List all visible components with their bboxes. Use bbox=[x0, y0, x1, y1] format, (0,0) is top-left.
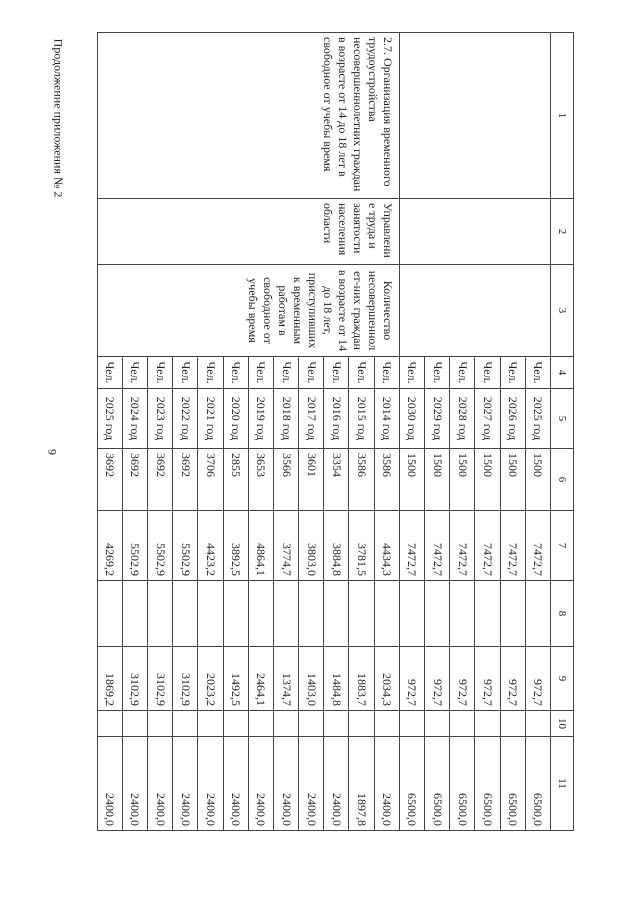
year-cell: 2014 год bbox=[374, 389, 399, 449]
local-funding-cell bbox=[399, 711, 424, 737]
total-funding-cell: 7472,7 bbox=[525, 511, 550, 581]
year-cell: 2030 год bbox=[399, 389, 424, 449]
total-funding-cell: 7472,7 bbox=[475, 511, 500, 581]
federal-funding-cell bbox=[525, 581, 550, 647]
empty-cell bbox=[399, 265, 550, 357]
other-funding-cell: 2400,0 bbox=[299, 737, 324, 831]
total-funding-cell: 3884,8 bbox=[324, 511, 349, 581]
federal-funding-cell bbox=[148, 581, 173, 647]
empty-cell bbox=[399, 199, 550, 265]
column-number-header: 3 bbox=[551, 265, 574, 357]
total-funding-cell: 3892,5 bbox=[223, 511, 248, 581]
local-funding-cell bbox=[122, 711, 147, 737]
target-value-cell: 3354 bbox=[324, 449, 349, 511]
federal-funding-cell bbox=[299, 581, 324, 647]
regional-funding-cell: 972,7 bbox=[399, 647, 424, 711]
other-funding-cell: 2400,0 bbox=[273, 737, 298, 831]
federal-funding-cell bbox=[173, 581, 198, 647]
unit-cell: Чел. bbox=[374, 357, 399, 389]
other-funding-cell: 2400,0 bbox=[122, 737, 147, 831]
federal-funding-cell bbox=[324, 581, 349, 647]
year-cell: 2015 год bbox=[349, 389, 374, 449]
regional-funding-cell: 1403,0 bbox=[299, 647, 324, 711]
unit-cell: Чел. bbox=[399, 357, 424, 389]
total-funding-cell: 4423,2 bbox=[198, 511, 223, 581]
table-row bbox=[374, 33, 399, 831]
total-funding-cell: 4269,2 bbox=[97, 511, 122, 581]
other-funding-cell: 6500,0 bbox=[525, 737, 550, 831]
unit-cell: Чел. bbox=[273, 357, 298, 389]
regional-funding-cell: 972,7 bbox=[475, 647, 500, 711]
target-value-cell: 3692 bbox=[122, 449, 147, 511]
target-value-cell: 3566 bbox=[273, 449, 298, 511]
total-funding-cell: 3781,5 bbox=[349, 511, 374, 581]
other-funding-cell: 6500,0 bbox=[399, 737, 424, 831]
unit-cell: Чел. bbox=[198, 357, 223, 389]
column-number-header: 5 bbox=[551, 389, 574, 449]
federal-funding-cell bbox=[500, 581, 525, 647]
total-funding-cell: 7472,7 bbox=[399, 511, 424, 581]
column-number-header: 4 bbox=[551, 357, 574, 389]
unit-cell: Чел. bbox=[324, 357, 349, 389]
federal-funding-cell bbox=[399, 581, 424, 647]
local-funding-cell bbox=[525, 711, 550, 737]
target-value-cell: 3586 bbox=[374, 449, 399, 511]
target-value-cell: 3586 bbox=[349, 449, 374, 511]
local-funding-cell bbox=[500, 711, 525, 737]
empty-cell bbox=[399, 33, 550, 199]
target-value-cell: 3706 bbox=[198, 449, 223, 511]
target-value-cell: 1500 bbox=[525, 449, 550, 511]
year-cell: 2028 год bbox=[450, 389, 475, 449]
federal-funding-cell bbox=[349, 581, 374, 647]
federal-funding-cell bbox=[475, 581, 500, 647]
local-funding-cell bbox=[248, 711, 273, 737]
local-funding-cell bbox=[148, 711, 173, 737]
regional-funding-cell: 2023,2 bbox=[198, 647, 223, 711]
other-funding-cell: 2400,0 bbox=[223, 737, 248, 831]
federal-funding-cell bbox=[223, 581, 248, 647]
other-funding-cell: 2400,0 bbox=[173, 737, 198, 831]
target-value-cell: 3653 bbox=[248, 449, 273, 511]
unit-cell: Чел. bbox=[248, 357, 273, 389]
year-cell: 2020 год bbox=[223, 389, 248, 449]
regional-funding-cell: 3102,9 bbox=[122, 647, 147, 711]
unit-cell: Чел. bbox=[425, 357, 450, 389]
total-funding-cell: 4434,3 bbox=[374, 511, 399, 581]
year-cell: 2029 год bbox=[425, 389, 450, 449]
year-cell: 2024 год bbox=[122, 389, 147, 449]
local-funding-cell bbox=[299, 711, 324, 737]
regional-funding-cell: 1374,7 bbox=[273, 647, 298, 711]
unit-cell: Чел. bbox=[500, 357, 525, 389]
local-funding-cell bbox=[97, 711, 122, 737]
indicator-cell: Количество несовершеннолет-них граждан в возрасте от 14 до 18 лет, приступивших к временным работам в свободное от учебы время bbox=[97, 265, 399, 357]
target-value-cell: 3692 bbox=[148, 449, 173, 511]
regional-funding-cell: 1484,8 bbox=[324, 647, 349, 711]
local-funding-cell bbox=[324, 711, 349, 737]
column-number-header: 10 bbox=[551, 711, 574, 737]
target-value-cell: 1500 bbox=[450, 449, 475, 511]
regional-funding-cell: 972,7 bbox=[525, 647, 550, 711]
year-cell: 2022 год bbox=[173, 389, 198, 449]
program-measures-table bbox=[97, 32, 574, 831]
year-cell: 2018 год bbox=[273, 389, 298, 449]
other-funding-cell: 2400,0 bbox=[148, 737, 173, 831]
local-funding-cell bbox=[450, 711, 475, 737]
local-funding-cell bbox=[273, 711, 298, 737]
unit-cell: Чел. bbox=[475, 357, 500, 389]
column-number-header: 7 bbox=[551, 511, 574, 581]
target-value-cell: 3692 bbox=[173, 449, 198, 511]
column-number-row bbox=[551, 33, 574, 831]
other-funding-cell: 6500,0 bbox=[425, 737, 450, 831]
year-cell: 2023 год bbox=[148, 389, 173, 449]
total-funding-cell: 5502,9 bbox=[122, 511, 147, 581]
column-number-header: 6 bbox=[551, 449, 574, 511]
other-funding-cell: 1897,8 bbox=[349, 737, 374, 831]
executor-cell: Управление труда и занятости населения области bbox=[97, 199, 399, 265]
federal-funding-cell bbox=[450, 581, 475, 647]
federal-funding-cell bbox=[425, 581, 450, 647]
federal-funding-cell bbox=[97, 581, 122, 647]
unit-cell: Чел. bbox=[173, 357, 198, 389]
local-funding-cell bbox=[374, 711, 399, 737]
other-funding-cell: 2400,0 bbox=[198, 737, 223, 831]
total-funding-cell: 4864,1 bbox=[248, 511, 273, 581]
other-funding-cell: 2400,0 bbox=[248, 737, 273, 831]
year-cell: 2025 год bbox=[525, 389, 550, 449]
unit-cell: Чел. bbox=[122, 357, 147, 389]
regional-funding-cell: 3102,9 bbox=[148, 647, 173, 711]
regional-funding-cell: 1492,5 bbox=[223, 647, 248, 711]
unit-cell: Чел. bbox=[450, 357, 475, 389]
column-number-header: 9 bbox=[551, 647, 574, 711]
measure-name-cell: 2.7. Организация временного трудоустройства несовершеннолетних граждан в возрасте от 14 до 18 лет в свободное от учебы время bbox=[97, 33, 399, 199]
local-funding-cell bbox=[173, 711, 198, 737]
column-number-header: 1 bbox=[551, 33, 574, 199]
target-value-cell: 1500 bbox=[475, 449, 500, 511]
local-funding-cell bbox=[349, 711, 374, 737]
unit-cell: Чел. bbox=[148, 357, 173, 389]
local-funding-cell bbox=[198, 711, 223, 737]
regional-funding-cell: 2464,1 bbox=[248, 647, 273, 711]
federal-funding-cell bbox=[122, 581, 147, 647]
total-funding-cell: 3803,0 bbox=[299, 511, 324, 581]
other-funding-cell: 6500,0 bbox=[500, 737, 525, 831]
regional-funding-cell: 1869,2 bbox=[97, 647, 122, 711]
other-funding-cell: 6500,0 bbox=[475, 737, 500, 831]
regional-funding-cell: 1883,7 bbox=[349, 647, 374, 711]
regional-funding-cell: 2034,3 bbox=[374, 647, 399, 711]
page-number: 9 bbox=[45, 449, 60, 455]
regional-funding-cell: 3102,9 bbox=[173, 647, 198, 711]
year-cell: 2027 год bbox=[475, 389, 500, 449]
target-value-cell: 3601 bbox=[299, 449, 324, 511]
unit-cell: Чел. bbox=[223, 357, 248, 389]
year-cell: 2025 год bbox=[97, 389, 122, 449]
target-value-cell: 1500 bbox=[399, 449, 424, 511]
target-value-cell: 1500 bbox=[425, 449, 450, 511]
unit-cell: Чел. bbox=[349, 357, 374, 389]
appendix-continuation-note: Продолжение приложения № 2 bbox=[51, 38, 66, 198]
other-funding-cell: 2400,0 bbox=[97, 737, 122, 831]
column-number-header: 2 bbox=[551, 199, 574, 265]
year-cell: 2021 год bbox=[198, 389, 223, 449]
unit-cell: Чел. bbox=[97, 357, 122, 389]
target-value-cell: 2855 bbox=[223, 449, 248, 511]
local-funding-cell bbox=[425, 711, 450, 737]
regional-funding-cell: 972,7 bbox=[450, 647, 475, 711]
other-funding-cell: 2400,0 bbox=[324, 737, 349, 831]
column-number-header: 8 bbox=[551, 581, 574, 647]
column-number-header: 11 bbox=[551, 737, 574, 831]
target-value-cell: 1500 bbox=[500, 449, 525, 511]
table-row bbox=[525, 33, 550, 831]
total-funding-cell: 5502,9 bbox=[148, 511, 173, 581]
regional-funding-cell: 972,7 bbox=[500, 647, 525, 711]
year-cell: 2026 год bbox=[500, 389, 525, 449]
local-funding-cell bbox=[475, 711, 500, 737]
total-funding-cell: 7472,7 bbox=[500, 511, 525, 581]
total-funding-cell: 7472,7 bbox=[450, 511, 475, 581]
regional-funding-cell: 972,7 bbox=[425, 647, 450, 711]
federal-funding-cell bbox=[374, 581, 399, 647]
other-funding-cell: 6500,0 bbox=[450, 737, 475, 831]
year-cell: 2017 год bbox=[299, 389, 324, 449]
total-funding-cell: 3774,7 bbox=[273, 511, 298, 581]
unit-cell: Чел. bbox=[525, 357, 550, 389]
unit-cell: Чел. bbox=[299, 357, 324, 389]
year-cell: 2016 год bbox=[324, 389, 349, 449]
federal-funding-cell bbox=[198, 581, 223, 647]
total-funding-cell: 7472,7 bbox=[425, 511, 450, 581]
total-funding-cell: 5502,9 bbox=[173, 511, 198, 581]
other-funding-cell: 2400,0 bbox=[374, 737, 399, 831]
local-funding-cell bbox=[223, 711, 248, 737]
target-value-cell: 3692 bbox=[97, 449, 122, 511]
federal-funding-cell bbox=[248, 581, 273, 647]
year-cell: 2019 год bbox=[248, 389, 273, 449]
federal-funding-cell bbox=[273, 581, 298, 647]
